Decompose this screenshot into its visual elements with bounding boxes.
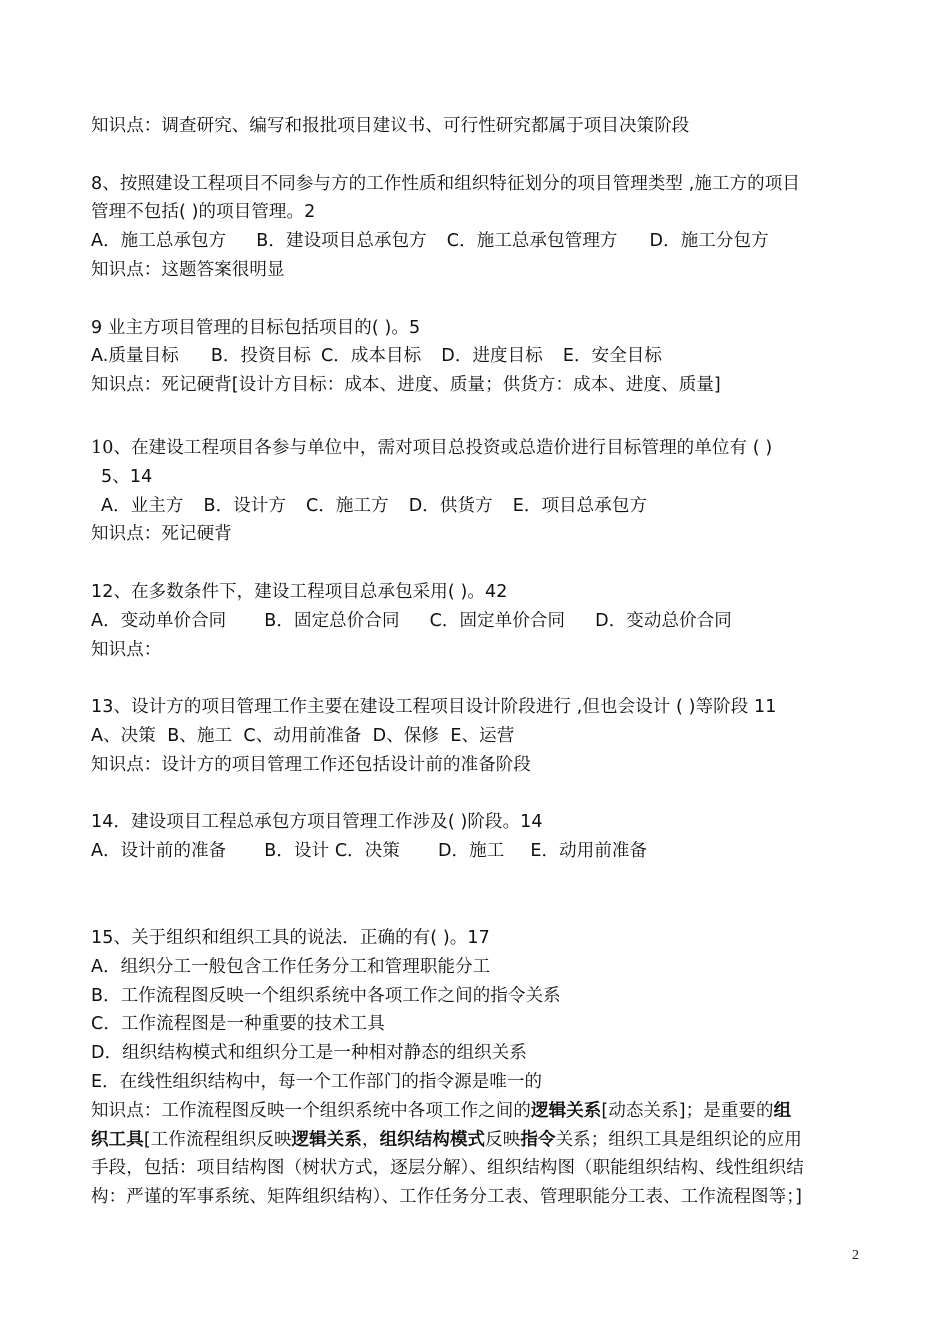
bold-segment: 织工具 (91, 1129, 144, 1150)
question-10-line-2: 5、14 (101, 466, 153, 487)
text-segment: 关系；组织工具是组织论的应用 (555, 1129, 802, 1150)
document-body (91, 112, 881, 1212)
text-segment: ， (361, 1129, 380, 1150)
question-15: 15、关于组织和组织工具的说法．正确的有( )。17 (91, 927, 490, 948)
question-10-line-1 (91, 434, 881, 463)
option-d: D．施工分包方 (649, 231, 769, 252)
question-9: 9 业主方项目管理的目标包括项目的( )。5 (91, 317, 421, 338)
option-d: D．施工 (437, 841, 505, 862)
question-15-option-e: E．在线性组织结构中，每一个工作部门的指令源是唯一的 (91, 1071, 543, 1092)
question-12: 12、在多数条件下，建设工程项目总承包采用( )。42 (91, 581, 508, 602)
knowledge-point-q9: 知识点：死记硬背[设计方目标：成本、进度、质量；供货方：成本、进度、质量] (91, 375, 721, 396)
question-10-text: 、在建设工程项目各参与单位中，需对项目总投资或总造价进行目标管理的单位有 ( ) (113, 437, 773, 458)
text-segment: 反映 (485, 1129, 521, 1150)
knowledge-point-q13: 知识点：设计方的项目管理工作还包括设计前的准备阶段 (91, 754, 531, 775)
knowledge-point-q15-line-1 (91, 1097, 881, 1126)
option-a: A．变动单价合同 (91, 610, 227, 631)
option-e: E．安全目标 (562, 346, 663, 367)
option-b: B．建设项目总承包方 (256, 231, 427, 252)
knowledge-point-q8: 知识点：这题答案很明显 (91, 259, 285, 280)
text-segment: [动态关系]；是重要的 (601, 1100, 774, 1121)
option-b: B．投资目标 (210, 346, 311, 367)
option-d: D．变动总价合同 (595, 610, 732, 631)
option-c: C．固定单价合同 (429, 610, 566, 631)
bold-segment: 组 (773, 1100, 792, 1121)
bold-segment: 逻辑关系 (291, 1129, 362, 1150)
option-d: D．供货方 (408, 495, 493, 516)
option-c: C．成本目标 (320, 346, 422, 367)
question-12-options (91, 607, 881, 636)
option-a: A．业主方 (101, 495, 184, 516)
question-15-option-a: A．组织分工一般包含工作任务分工和管理职能分工 (91, 956, 491, 977)
option-b: B．固定总价合同 (264, 610, 400, 631)
question-14: 14．建设项目工程总承包方项目管理工作涉及( )阶段。14 (91, 812, 543, 833)
option-e: E．项目总承包方 (512, 495, 648, 516)
option-c: C．施工总承包管理方 (446, 231, 618, 252)
question-15-option-d: D．组织结构模式和组织分工是一种相对静态的组织关系 (91, 1043, 527, 1064)
question-13-options: A、决策 B、施工 C、动用前准备 D、保修 E、运营 (91, 725, 515, 746)
question-10-options (91, 492, 881, 521)
knowledge-point-q15-line-3: 手段，包括：项目结构图（树状方式，逐层分解）、组织结构图（职能组织结构、线性组织结 (91, 1158, 804, 1179)
option-a: A.质量目标 (91, 346, 179, 367)
page-number: 2 (852, 1248, 859, 1263)
option-e: E．动用前准备 (530, 841, 648, 862)
question-8-options (91, 227, 881, 256)
question-15-option-b: B．工作流程图反映一个组织系统中各项工作之间的指令关系 (91, 985, 561, 1006)
knowledge-point-q15-line-4: 构：严谨的军事系统、矩阵组织结构）、工作任务分工表、管理职能分工表、工作流程图等；] (91, 1187, 803, 1208)
question-8-line-2: 管理不包括( )的项目管理。2 (91, 202, 316, 223)
option-a: A．施工总承包方 (91, 231, 227, 252)
knowledge-point-q7: 知识点：调查研究、编写和报批项目建议书、可行性研究都属于项目决策阶段 (91, 116, 690, 136)
option-b: B．设计方 (203, 495, 286, 516)
text-segment: [工作流程组织反映 (143, 1129, 292, 1150)
option-a: A．设计前的准备 (91, 841, 227, 862)
option-c: C．施工方 (306, 495, 389, 516)
question-8-line-1: 8、按照建设工程项目不同参与方的工作性质和组织特征划分的项目管理类型 ,施工方的项目 (91, 173, 800, 194)
knowledge-point-q12: 知识点： (91, 639, 162, 660)
bold-segment: 逻辑关系 (531, 1100, 602, 1121)
knowledge-point-q15-line-2 (91, 1126, 881, 1155)
bold-segment: 组织结构模式 (379, 1129, 486, 1150)
question-14-options (91, 837, 881, 866)
question-15-option-c: C．工作流程图是一种重要的技术工具 (91, 1014, 385, 1035)
option-d: D．进度目标 (441, 346, 543, 367)
knowledge-point-q10: 知识点：死记硬背 (91, 524, 232, 545)
question-13: 13、设计方的项目管理工作主要在建设工程项目设计阶段进行 ,但也会设计 ( )等阶段 11 (91, 697, 777, 718)
option-b-c: B．设计 C．决策 (264, 841, 400, 862)
bold-segment: 指令 (520, 1129, 556, 1150)
text-segment: 知识点：工作流程图反映一个组织系统中各项工作之间的 (91, 1100, 531, 1121)
question-10-number: 10 (91, 437, 114, 458)
question-9-options (91, 342, 881, 371)
